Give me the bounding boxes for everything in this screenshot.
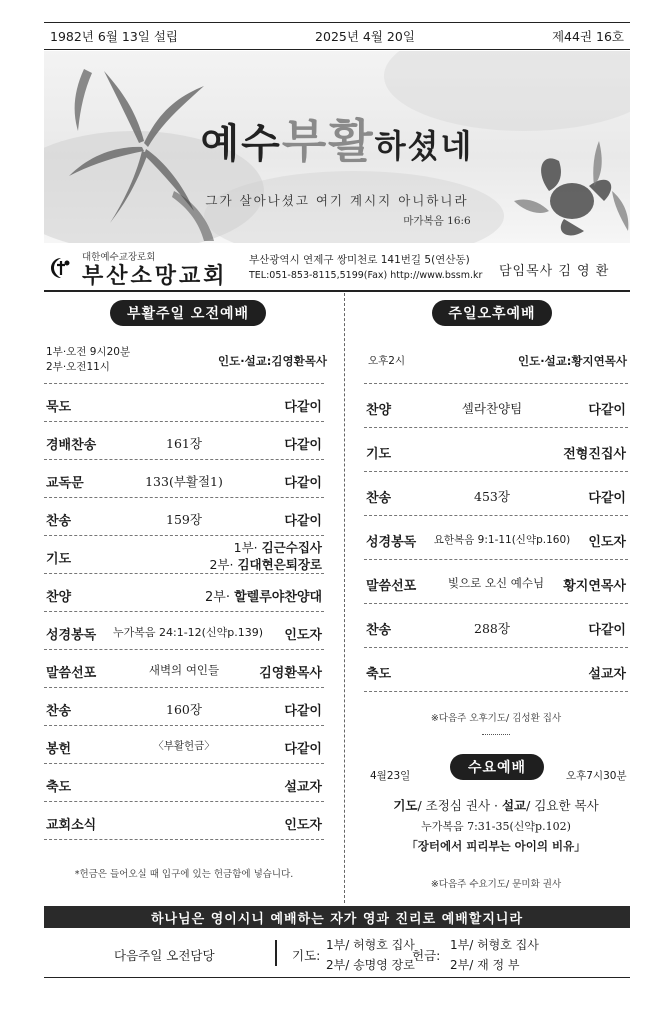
afternoon-leader: 인도·설교:황지연목사 bbox=[518, 354, 627, 368]
order-person: 설교자 bbox=[588, 667, 626, 682]
motto-bar: 하나님은 영이시니 예배하는 자가 영과 진리로 예배할지니라 bbox=[44, 906, 630, 928]
order-detail: 133(부활절1) bbox=[145, 474, 223, 489]
wednesday-date: 4월23일 bbox=[370, 770, 411, 782]
order-row bbox=[44, 460, 324, 498]
prayer-label: 기도: bbox=[292, 948, 321, 963]
offering-label: 헌금: bbox=[412, 948, 441, 963]
order-label: 찬양 bbox=[366, 403, 392, 418]
order-label: 축도 bbox=[366, 667, 392, 682]
church-contact: TEL:051-853-8115,5199(Fax) http://www.bssm.kr bbox=[249, 270, 483, 281]
order-row bbox=[44, 422, 324, 460]
order-row bbox=[44, 574, 324, 612]
offering-note: *헌금은 들어오실 때 입구에 있는 헌금함에 넣습니다. bbox=[74, 869, 294, 880]
order-detail: 셀라찬양팀 bbox=[461, 401, 523, 416]
wednesday-service-title: 수요예배 bbox=[450, 754, 544, 780]
church-address: 부산광역시 연제구 쌍미천로 141번길 5(연산동) bbox=[249, 254, 470, 266]
order-row bbox=[364, 428, 628, 472]
afternoon-next-note: ※다음주 오후기도/ 김성환 집사 bbox=[430, 713, 562, 724]
next-week-label: 다음주일 오전담당 bbox=[114, 948, 215, 963]
wednesday-sermon-label: 설교 bbox=[501, 798, 527, 813]
header-rule bbox=[44, 290, 630, 292]
morning-service-title: 부활주일 오전예배 bbox=[110, 300, 266, 326]
prayer-person-2: 김대현은퇴장로 bbox=[237, 557, 322, 572]
order-detail: 453장 bbox=[474, 489, 510, 504]
order-row bbox=[364, 384, 628, 428]
order-person: 다같이 bbox=[284, 476, 322, 491]
order-detail: 누가복음 24:1-12(신약p.139) bbox=[113, 626, 263, 639]
order-label: 찬송 bbox=[366, 623, 392, 638]
order-detail: 161장 bbox=[166, 436, 202, 451]
order-person: 인도자 bbox=[588, 535, 626, 550]
wednesday-sermon-title: 「장터에서 피리부는 아이의 비유」 bbox=[406, 839, 586, 853]
order-detail: 〈부활헌금〉 bbox=[153, 740, 215, 752]
afternoon-service-title: 주일오후예배 bbox=[432, 300, 552, 326]
order-row bbox=[44, 802, 324, 840]
afternoon-time: 오후2시 bbox=[368, 355, 406, 367]
order-label: 축도 bbox=[46, 780, 72, 795]
order-label: 찬송 bbox=[366, 491, 392, 506]
bulletin-date: 2025년 4월 20일 bbox=[315, 29, 415, 44]
banner-title-part-2: 부활 bbox=[281, 114, 375, 168]
column-divider bbox=[344, 293, 345, 903]
order-label: 말씀선포 bbox=[366, 579, 417, 594]
banner-title bbox=[44, 105, 630, 171]
next-offering-1: 1부/ 허형호 집사 bbox=[450, 938, 539, 952]
prayer-part-1: 1부· bbox=[233, 540, 262, 555]
issue-number: 제44권 16호 bbox=[551, 29, 624, 44]
order-row bbox=[44, 612, 324, 650]
order-label: 말씀선포 bbox=[46, 666, 97, 681]
order-label: 봉헌 bbox=[46, 742, 72, 757]
founded-date: 1982년 6월 13일 설립 bbox=[50, 29, 178, 44]
order-detail: 160장 bbox=[166, 702, 202, 717]
senior-pastor: 담임목사 김 영 환 bbox=[499, 264, 610, 279]
church-info bbox=[44, 248, 630, 288]
morning-head-rule bbox=[44, 342, 324, 384]
next-prayer-2: 2부/ 송명영 장로 bbox=[326, 958, 415, 972]
banner-title-part-1: 예수 bbox=[200, 120, 282, 167]
order-row bbox=[44, 764, 324, 802]
order-detail: 요한복음 9:1-11(신약p.160) bbox=[433, 534, 571, 546]
order-row bbox=[364, 604, 628, 648]
order-row bbox=[44, 498, 324, 536]
order-row bbox=[364, 648, 628, 692]
wednesday-assignments bbox=[364, 796, 628, 814]
order-person: 다같이 bbox=[588, 403, 626, 418]
sermon-title: 새벽의 여인들 bbox=[148, 663, 220, 677]
order-person: 다같이 bbox=[284, 400, 322, 415]
sermon-title: 빛으로 오신 예수님 bbox=[447, 576, 545, 590]
next-offering-2: 2부/ 재 정 부 bbox=[450, 958, 520, 972]
order-label: 교회소식 bbox=[46, 818, 97, 833]
masthead-line bbox=[44, 22, 630, 50]
prayer-person-1: 김근수집사 bbox=[261, 540, 322, 555]
order-label: 기도 bbox=[366, 447, 392, 462]
order-person bbox=[205, 586, 322, 605]
order-label: 교독문 bbox=[46, 476, 84, 491]
wednesday-prayer-label: 기도 bbox=[393, 798, 418, 813]
next-week-assignments bbox=[44, 932, 630, 978]
order-label: 찬송 bbox=[46, 514, 72, 529]
wednesday-next-note: ※다음주 수요기도/ 문미화 권사 bbox=[430, 879, 562, 890]
order-person: 다같이 bbox=[284, 438, 322, 453]
order-label: 묵도 bbox=[46, 400, 72, 415]
wednesday-time: 오후7시30분 bbox=[566, 770, 627, 782]
prayer-assignments bbox=[209, 539, 322, 573]
order-label: 경배찬송 bbox=[46, 438, 97, 453]
order-row bbox=[364, 472, 628, 516]
order-person: 다같이 bbox=[284, 704, 322, 719]
morning-time-1: 1부·오전 9시20분 bbox=[46, 346, 131, 358]
order-label: 기도 bbox=[46, 552, 72, 567]
order-row bbox=[364, 516, 628, 560]
order-label: 성경봉독 bbox=[366, 535, 417, 550]
vertical-separator bbox=[275, 940, 277, 966]
church-name: 부산소망교회 bbox=[82, 264, 228, 289]
order-person: 인도자 bbox=[284, 818, 322, 833]
order-label: 찬양 bbox=[46, 590, 72, 605]
banner-verse-reference: 마가복음 16:6 bbox=[403, 215, 471, 227]
banner-verse: 그가 살아나셨고 여기 계시지 아니하니라 bbox=[205, 193, 469, 208]
order-row bbox=[44, 536, 324, 574]
order-person: 다같이 bbox=[284, 742, 322, 757]
easter-banner bbox=[44, 51, 630, 243]
morning-leader: 인도·설교:김영환목사 bbox=[218, 354, 327, 368]
order-detail: 159장 bbox=[166, 512, 202, 527]
choir-part: 2부· bbox=[205, 590, 235, 605]
order-person: 다같이 bbox=[588, 623, 626, 638]
next-prayer-1: 1부/ 허형호 집사 bbox=[326, 938, 415, 952]
order-person: 다같이 bbox=[284, 514, 322, 529]
order-detail: 288장 bbox=[474, 621, 510, 636]
church-logo-icon bbox=[48, 255, 74, 281]
order-person: 전형진집사 bbox=[563, 447, 626, 462]
wednesday-scripture: 누가복음 7:31-35(신약p.102) bbox=[421, 820, 571, 833]
order-person: 인도자 bbox=[284, 628, 322, 643]
prayer-part-2: 2부· bbox=[209, 557, 238, 572]
order-row bbox=[44, 726, 324, 764]
morning-time-2: 2부·오전11시 bbox=[46, 361, 110, 373]
order-row bbox=[44, 688, 324, 726]
order-row bbox=[44, 384, 324, 422]
wednesday-prayer-person: / 조정심 권사 · bbox=[417, 798, 502, 813]
afternoon-head-rule bbox=[364, 342, 628, 384]
order-person: 황지연목사 bbox=[563, 579, 626, 594]
denomination: 대한예수교장로회 bbox=[82, 252, 156, 263]
order-label: 찬송 bbox=[46, 704, 72, 719]
banner-title-part-3: 하셨네 bbox=[374, 127, 474, 165]
order-person: 김영환목사 bbox=[259, 666, 322, 681]
order-person: 설교자 bbox=[284, 780, 322, 795]
order-row bbox=[44, 650, 324, 688]
dotted-separator bbox=[482, 734, 510, 735]
wednesday-preacher: / 김요한 목사 bbox=[526, 798, 599, 813]
order-label: 성경봉독 bbox=[46, 628, 97, 643]
order-person: 다같이 bbox=[588, 491, 626, 506]
choir-name: 할렐루야찬양대 bbox=[234, 590, 322, 605]
order-row bbox=[364, 560, 628, 604]
